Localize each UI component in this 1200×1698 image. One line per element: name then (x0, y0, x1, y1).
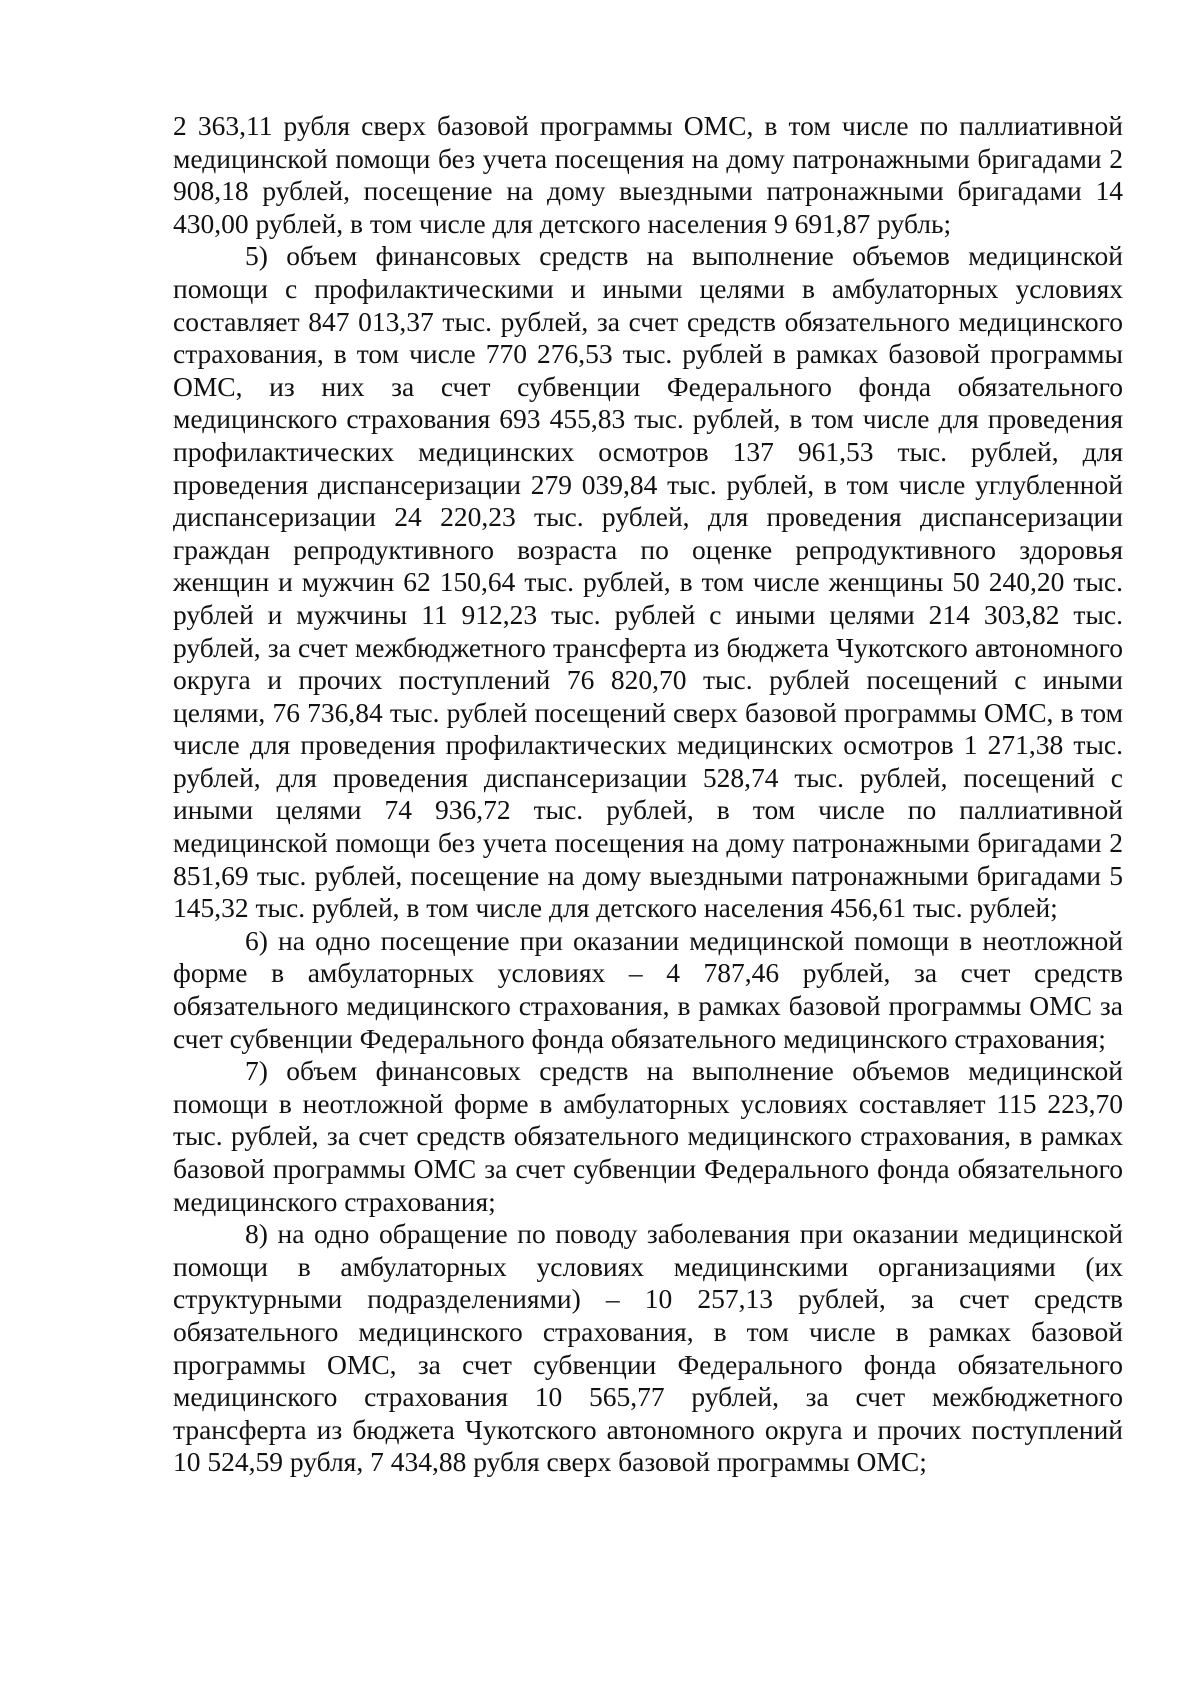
paragraph-item-5: 5) объем финансовых средств на выполнение объемов медицинской помощи с профилактическими и иными целями в амбулаторных условиях составляет 847 013,37 тыс. рублей, за счет средств обязательного медицинского страхования, в том числе 770 276,53 тыс. рублей в рамках базовой программы ОМС, из них за счет субвенции Федерального фонда обязательного медицинского страхования 693 455,83 тыс. рублей, в том числе для проведения профилактических медицинских осмотров 137 961,53 тыс. рублей, для проведения диспансеризации 279 039,84 тыс. рублей, в том числе углубленной диспансеризации 24 220,23 тыс. рублей, для проведения диспансеризации граждан репродуктивного возраста по оценке репродуктивного здоровья женщин и мужчин 62 150,64 тыс. рублей, в том числе женщины 50 240,20 тыс. рублей и мужчины 11 912,23 тыс. рублей с иными целями 214 303,82 тыс. рублей, за счет межбюджетного трансферта из бюджета Чукотского автономного округа и прочих поступлений 76 820,70 тыс. рублей посещений с иными целями, 76 736,84 тыс. рублей посещений сверх базовой программы ОМС, в том числе для проведения профилактических медицинских осмотров 1 271,38 тыс. рублей, для проведения диспансеризации 528,74 тыс. рублей, посещений с иными целями 74 936,72 тыс. рублей, в том числе по паллиативной медицинской помощи без учета посещения на дому патронажными бригадами 2 851,69 тыс. рублей, посещение на дому выездными патронажными бригадами 5 145,32 тыс. рублей, в том числе для детского населения 456,61 тыс. рублей; (173, 240, 1123, 924)
paragraph-continuation: 2 363,11 рубля сверх базовой программы ОМС, в том числе по паллиативной медицинской помощи без учета посещения на дому патронажными бригадами 2 908,18 рублей, посещение на дому выездными патронажными бригадами 14 430,00 рублей, в том числе для детского населения 9 691,87 рубль; (173, 110, 1123, 239)
paragraph-item-8: 8) на одно обращение по поводу заболевания при оказании медицинской помощи в амбулаторных условиях медицинскими организациями (их структурными подразделениями) – 10 257,13 рублей, за счет средств обязательного медицинского страхования, в том числе в рамках базовой программы ОМС, за счет субвенции Федерального фонда обязательного медицинского страхования 10 565,77 рублей, за счет межбюджетного трансферта из бюджета Чукотского автономного округа и прочих поступлений 10 524,59 рубля, 7 434,88 рубля сверх базовой программы ОМС; (173, 1218, 1123, 1478)
paragraph-item-7: 7) объем финансовых средств на выполнение объемов медицинской помощи в неотложной форме в амбулаторных условиях составляет 115 223,70 тыс. рублей, за счет средств обязательного медицинского страхования, в рамках базовой программы ОМС за счет субвенции Федерального фонда обязательного медицинского страхования; (173, 1055, 1123, 1217)
paragraph-item-6: 6) на одно посещение при оказании медицинской помощи в неотложной форме в амбулаторных условиях – 4 787,46 рублей, за счет средств обязательного медицинского страхования, в рамках базовой программы ОМС за счет субвенции Федерального фонда обязательного медицинского страхования; (173, 924, 1123, 1054)
document-page (173, 110, 1123, 1479)
